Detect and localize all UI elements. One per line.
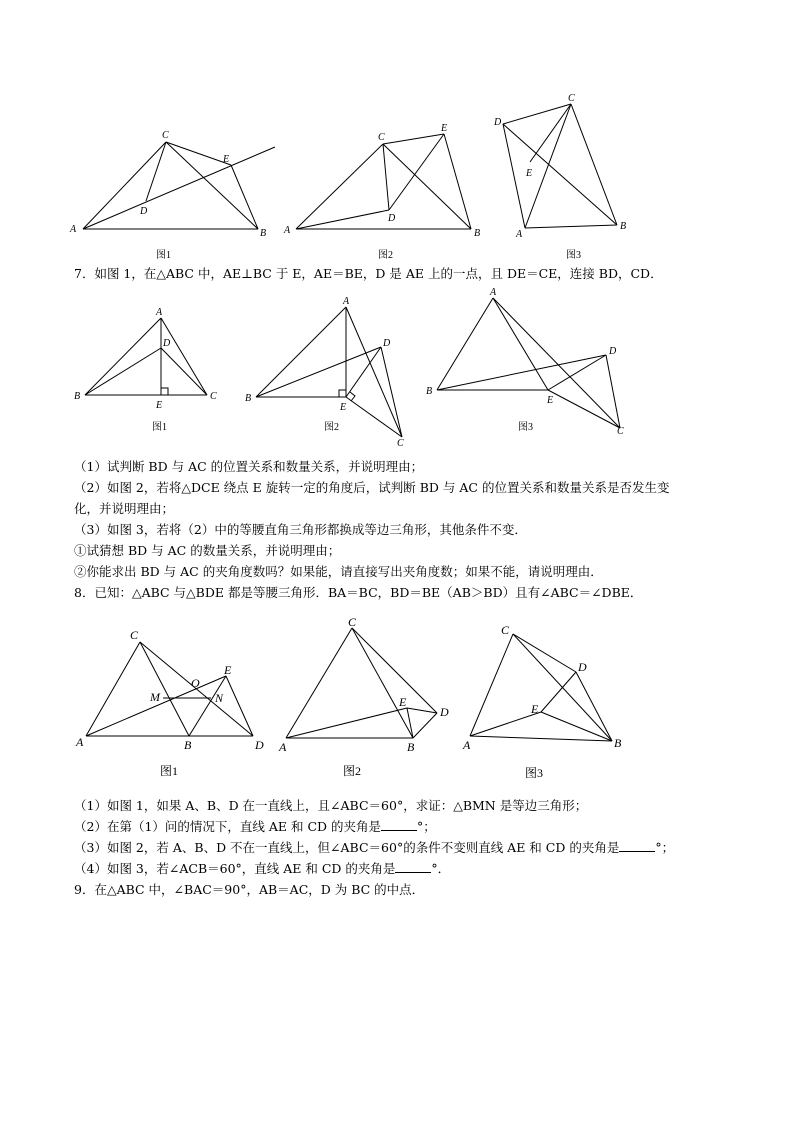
q8-part-2: [74, 818, 436, 836]
q7-part-3: （3）如图 3，若将（2）中的等腰直角三角形都换成等边三角形，其他条件不变．: [74, 522, 527, 537]
label-D: D: [494, 117, 502, 128]
label-C: C: [378, 132, 385, 143]
q8-part-4-text: （4）如图 3，若∠ACB＝60°，直线 AE 和 CD 的夹角是: [74, 861, 396, 876]
label-C: C: [617, 426, 624, 437]
answer-blank[interactable]: [619, 839, 655, 852]
label-A: A: [279, 740, 287, 754]
q8-figure-2: [278, 615, 449, 778]
label-E: E: [223, 154, 230, 165]
label-C: C: [130, 628, 139, 642]
label-A: A: [70, 224, 77, 235]
q7-part-2-cont: 化，并说明理由；: [74, 501, 175, 516]
q8-caption-2: 图2: [343, 764, 362, 778]
label-A: A: [516, 229, 523, 240]
label-C: C: [397, 438, 404, 449]
label-B: B: [74, 391, 81, 402]
answer-blank[interactable]: [395, 860, 431, 873]
label-E: E: [156, 400, 163, 411]
label-M: M: [150, 690, 160, 704]
q8-caption-3: 图3: [525, 766, 544, 780]
label-B: B: [184, 738, 192, 752]
q7-part-2: （2）如图 2，若将△DCE 绕点 E 旋转一定的角度后，试判断 BD 与 AC 的位置关系和数量关系是否发生变: [74, 480, 670, 495]
q8-part-2-end: °；: [417, 819, 436, 834]
label-A: A: [284, 225, 291, 236]
label-A: A: [490, 287, 497, 298]
label-E: E: [340, 402, 347, 413]
label-E: E: [441, 123, 448, 134]
label-E: E: [224, 663, 232, 677]
q8-part-3-end: °；: [655, 840, 675, 855]
label-A: A: [76, 735, 84, 749]
label-A: A: [156, 307, 163, 318]
label-C: C: [501, 623, 510, 637]
answer-blank[interactable]: [381, 818, 417, 831]
label-D: D: [388, 213, 396, 224]
label-D: D: [383, 338, 391, 349]
label-B: B: [407, 740, 415, 754]
q8-figure-1: [75, 628, 264, 778]
q8-part-2-text: （2）在第（1）问的情况下，直线 AE 和 CD 的夹角是: [74, 819, 382, 834]
label-B: B: [245, 393, 252, 404]
top-caption-2: 图2: [378, 250, 393, 261]
q8-caption-1: 图1: [160, 764, 179, 778]
label-B: B: [474, 228, 481, 239]
q7-part-3-1: ①试猜想 BD 与 AC 的数量关系，并说明理由；: [74, 543, 341, 558]
q7-caption-3: 图3: [518, 422, 533, 433]
q8-stem: 8．已知：△ABC 与△BDE 都是等腰三角形．BA＝BC，BD＝BE（AB＞BD）且有∠ABC＝∠DBE．: [74, 585, 643, 600]
q8-part-4-end: °．: [431, 861, 451, 876]
q9-stem: 9．在△ABC 中，∠BAC＝90°，AB＝AC，D 为 BC 的中点．: [74, 882, 425, 897]
q8-part-3-text: （3）如图 2，若 A、B、D 不在一直线上，但∠ABC＝60°的条件不变则直线 AE 和 CD 的夹角是: [74, 840, 620, 855]
label-B: B: [620, 221, 627, 232]
q7-caption-2: 图2: [324, 422, 339, 433]
label-C: C: [162, 130, 169, 141]
label-C: C: [210, 391, 217, 402]
q8-part-1: （1）如图 1，如果 A、B、D 在一直线上，且∠ABC＝60°，求证：△BMN 是等边三角形；: [74, 798, 588, 813]
label-D: D: [255, 738, 264, 752]
label-D: D: [140, 206, 148, 217]
q8-part-4: [74, 860, 450, 878]
label-N: N: [215, 691, 224, 705]
label-B: B: [614, 736, 622, 750]
label-E: E: [399, 695, 407, 709]
label-D: D: [578, 660, 587, 674]
label-E: E: [526, 168, 533, 179]
label-O: O: [191, 676, 200, 690]
label-C: C: [348, 615, 357, 629]
label-E: E: [531, 702, 539, 716]
label-B: B: [426, 386, 433, 397]
q7-part-3-2: ②你能求出 BD 与 AC 的夹角度数吗？如果能，请直接写出夹角度数；如果不能，请说明理由．: [74, 564, 603, 579]
q7-stem: 7．如图 1，在△ABC 中，AE⊥BC 于 E，AE＝BE，D 是 AE 上的一点，且 DE＝CE，连接 BD，CD．: [74, 266, 663, 281]
q8-figure-3: [462, 623, 622, 780]
q7-caption-1: 图1: [152, 422, 167, 433]
label-A: A: [343, 296, 350, 307]
label-A: A: [463, 738, 471, 752]
label-D: D: [440, 705, 449, 719]
label-D: D: [163, 338, 171, 349]
q7-part-1: （1）试判断 BD 与 AC 的位置关系和数量关系，并说明理由；: [74, 459, 424, 474]
label-B: B: [260, 228, 267, 239]
label-E: E: [547, 395, 554, 406]
label-D: D: [609, 346, 617, 357]
q8-part-3: [74, 839, 674, 857]
top-caption-3: 图3: [566, 250, 581, 261]
label-C: C: [568, 93, 575, 104]
top-caption-1: 图1: [156, 250, 171, 261]
